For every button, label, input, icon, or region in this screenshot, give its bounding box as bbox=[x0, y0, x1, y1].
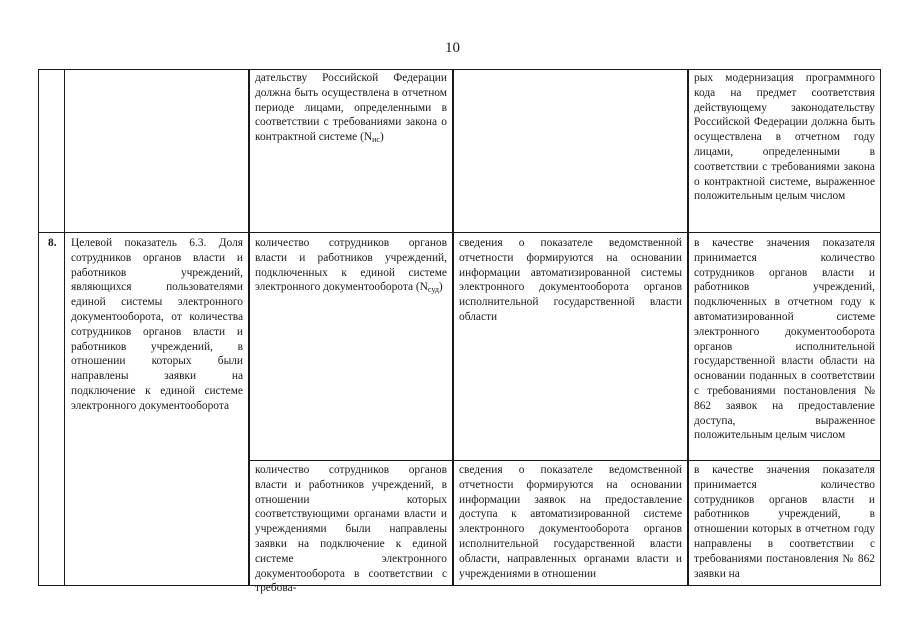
top-row-col5: рых модернизация программного кода на предмет соответствия действующему законодательству Российской Федерации должна быть осуществлена в отчетном году лицами, определенными в соответствии с требованиями закона о контрактной системе, выраженное положительным целым числом bbox=[694, 72, 875, 203]
table-left-border bbox=[38, 69, 39, 586]
component-cell-1 bbox=[250, 236, 452, 458]
subrow-divider bbox=[248, 460, 881, 461]
source-cell-2: сведения о показателе ведомственной отчетности формируются на основании информации заявок на предоставление доступа к автоматизированной системе электронного документооборота органов исполнительной государственной власти области, направленных органами власти и учреждениями в отношении bbox=[459, 464, 682, 580]
top-row-col3 bbox=[250, 71, 452, 231]
row-divider-7-8 bbox=[38, 232, 881, 233]
table-right-border bbox=[880, 69, 881, 586]
component-1-subscript: суд bbox=[427, 285, 439, 295]
component-cell-2: количество сотрудников органов власти и работников учреждений, в отношении которых соответствующими органами власти и учреждениями были направлены заявки на подключение к единой системе электронного документооборота в соответствии с требова- bbox=[255, 464, 447, 595]
component-1-tail: ) bbox=[438, 281, 443, 294]
top-row-col3-subscript: ис bbox=[372, 135, 380, 145]
indicator-cell: Целевой показатель 6.3. Доля сотрудников органов власти и работников учреждений, являющихся пользователями единой системы электронного документооборота, от количества сотрудников органов власти и работников учреждений, в отношении которых были направлены заявки на подключение к единой системе электронного документооборота bbox=[71, 237, 243, 412]
row-number: 8. bbox=[48, 237, 57, 249]
page-number: 10 bbox=[445, 40, 460, 56]
table-top-border bbox=[38, 69, 881, 70]
value-cell-1: в качестве значения показателя принимается количество сотрудников органов власти и работников учреждений, подключенных в отчетном году к автоматизированной системе электронного документооборота органов исполнительной государственной власти области на основании поданных в соответствии с требованиями постановления № 862 заявок на предоставление доступа, выраженное положительным целым числом bbox=[694, 237, 875, 442]
col-divider-1 bbox=[64, 69, 65, 586]
table-bottom-edge bbox=[38, 585, 881, 586]
component-1-text: количество сотрудников органов власти и работников учреждений, подключенных к единой системе электронного документооборота (N bbox=[255, 237, 447, 294]
source-cell-1: сведения о показателе ведомственной отчетности формируются на основании информации автоматизированной системы электронного документооборота органов исполнительной государственной власти области bbox=[459, 237, 682, 323]
value-cell-2: в качестве значения показателя принимается количество сотрудников органов власти и работников учреждений, в отношении которых в отчетном году направлены в соответствии с требованиями постановления № 862 заявки на bbox=[694, 464, 875, 580]
top-row-col3-tail: ) bbox=[379, 131, 384, 144]
top-row-col3-text: дательству Российской Федерации должна быть осуществлена в отчетном периоде лицами, определенными в соответствии с требованиями закона о контрактной системе (N bbox=[255, 72, 447, 144]
